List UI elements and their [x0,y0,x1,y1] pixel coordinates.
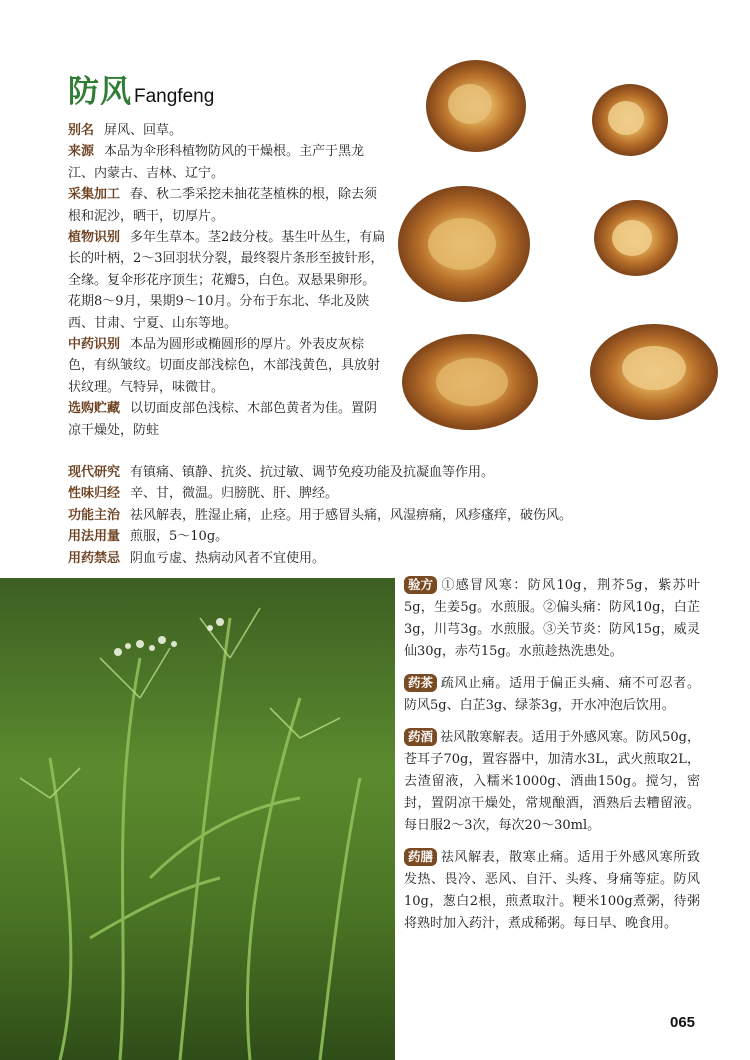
entry-purchase-storage [68,398,388,441]
herb-slice [592,84,668,156]
entry-alias [68,120,388,141]
entry-text: 辛、甘，微温。归膀胱、肝、脾经。 [130,486,339,502]
entry-text: 屏风、回草。 [104,123,183,138]
herb-slice [590,324,718,420]
entry-label: 选购贮藏 [68,401,121,417]
entry-label: 用药禁忌 [68,550,121,566]
entry-text: 多年生草本。茎2歧分枝。基生叶丛生，有扁长的叶柄，2～3回羽状分裂，最终裂片条形至披针形，全缘。复伞形花序顶生；花瓣5，白色。双悬果卵形。花期8～9月，果期9～10月。分布于东北、华北及陕西、甘肃、宁夏、山东等地。 [68,230,386,331]
prescription-text: 疏风止痛。适用于偏正头痛、痛不可忍者。防风5g、白芷3g、绿茶3g，开水冲泡后饮用。 [404,676,700,713]
entry-label: 来源 [68,144,95,160]
entry-label: 植物识别 [68,230,121,246]
plant-photo [0,578,395,1060]
title-pinyin: Fangfeng [134,86,215,107]
prescription-tag: 药膳 [404,848,437,866]
prescription-tea [404,673,700,717]
entry-text: 煎服，5～10g。 [130,529,229,545]
plant-illustration [0,578,395,1060]
prescription-tag: 药酒 [404,728,437,746]
entry-text: 春、秋二季采挖未抽花茎植株的根，除去须根和泥沙，晒干，切厚片。 [68,187,378,224]
entry-text: 以切面皮部色浅棕、木部色黄者为佳。置阴凉干燥处，防蛀 [68,401,378,438]
entry-label: 功能主治 [68,507,121,523]
entry-functions [68,505,668,526]
page-number: 065 [670,1014,696,1031]
entry-collection [68,184,388,227]
page-title [68,66,214,111]
entry-herb-identification [68,334,388,398]
herb-slice [402,334,538,430]
entry-contraindications [68,548,668,569]
entry-source [68,141,388,184]
prescription-text: ①感冒风寒：防风10g，荆芥5g，紫苏叶5g，生姜5g。水煎服。②偏头痛：防风10g，白芷3g，川芎3g。水煎服。③关节炎：防风15g，威灵仙30g，赤芍15g。水煎趁热洗患处。 [404,578,700,659]
entry-modern-research [68,462,668,483]
entry-label: 中药识别 [68,337,121,353]
title-chinese: 防风 [68,74,132,110]
prescriptions [404,575,700,945]
herb-slice [594,200,678,276]
monograph-entries-wide [68,462,668,569]
entry-text: 祛风解表，胜湿止痛，止痉。用于感冒头痛，风湿痹痛，风疹瘙痒，破伤风。 [130,507,573,523]
herb-slices-illustration [392,52,724,440]
prescription-text: 祛风散寒解表。适用于外感风寒。防风50g，苍耳子70g，置容器中，加清水3L，武火煎取2L，去渣留液，入糯米1000g、酒曲150g。搅匀，密封，置阴凉干燥处，常规酿酒，酒熟后去糟留液。每日服2～3次，每次20～30ml。 [404,730,700,833]
entry-plant-identification [68,227,388,334]
entry-label: 别名 [68,123,95,138]
herb-slice [426,60,526,152]
entry-text: 本品为伞形科植物防风的干燥根。主产于黑龙江、内蒙古、吉林、辽宁。 [68,144,365,181]
entry-label: 性味归经 [68,486,121,502]
herb-slice [398,186,530,302]
prescription-wine [404,727,700,837]
entry-nature-meridian [68,483,668,504]
prescription-tag: 药茶 [404,674,437,692]
prescription-tag: 验方 [404,576,437,594]
entry-text: 阴血亏虚、热病动风者不宜使用。 [130,550,326,566]
monograph-entries [68,120,388,441]
prescription-text: 祛风解表，散寒止痛。适用于外感风寒所致发热、畏冷、恶风、自汗、头疼、身痛等症。防风10g，葱白2根，煎煮取汁。粳米100g煮粥，待粥将熟时加入药汁，煮成稀粥。每日早、晚食用。 [404,850,700,931]
entry-label: 用法用量 [68,529,121,545]
entry-text: 有镇痛、镇静、抗炎、抗过敏、调节免疫功能及抗凝血等作用。 [130,465,495,480]
entry-label: 现代研究 [68,465,121,480]
prescription-food [404,847,700,935]
entry-label: 采集加工 [68,187,121,203]
herb-slices-photo [392,52,724,440]
entry-text: 本品为圆形或椭圆形的厚片。外表皮灰棕色，有纵皱纹。切面皮部浅棕色，木部浅黄色，具放射状纹理。气特异，味微甘。 [68,337,381,395]
entry-dosage [68,526,668,547]
prescription-formula [404,575,700,663]
